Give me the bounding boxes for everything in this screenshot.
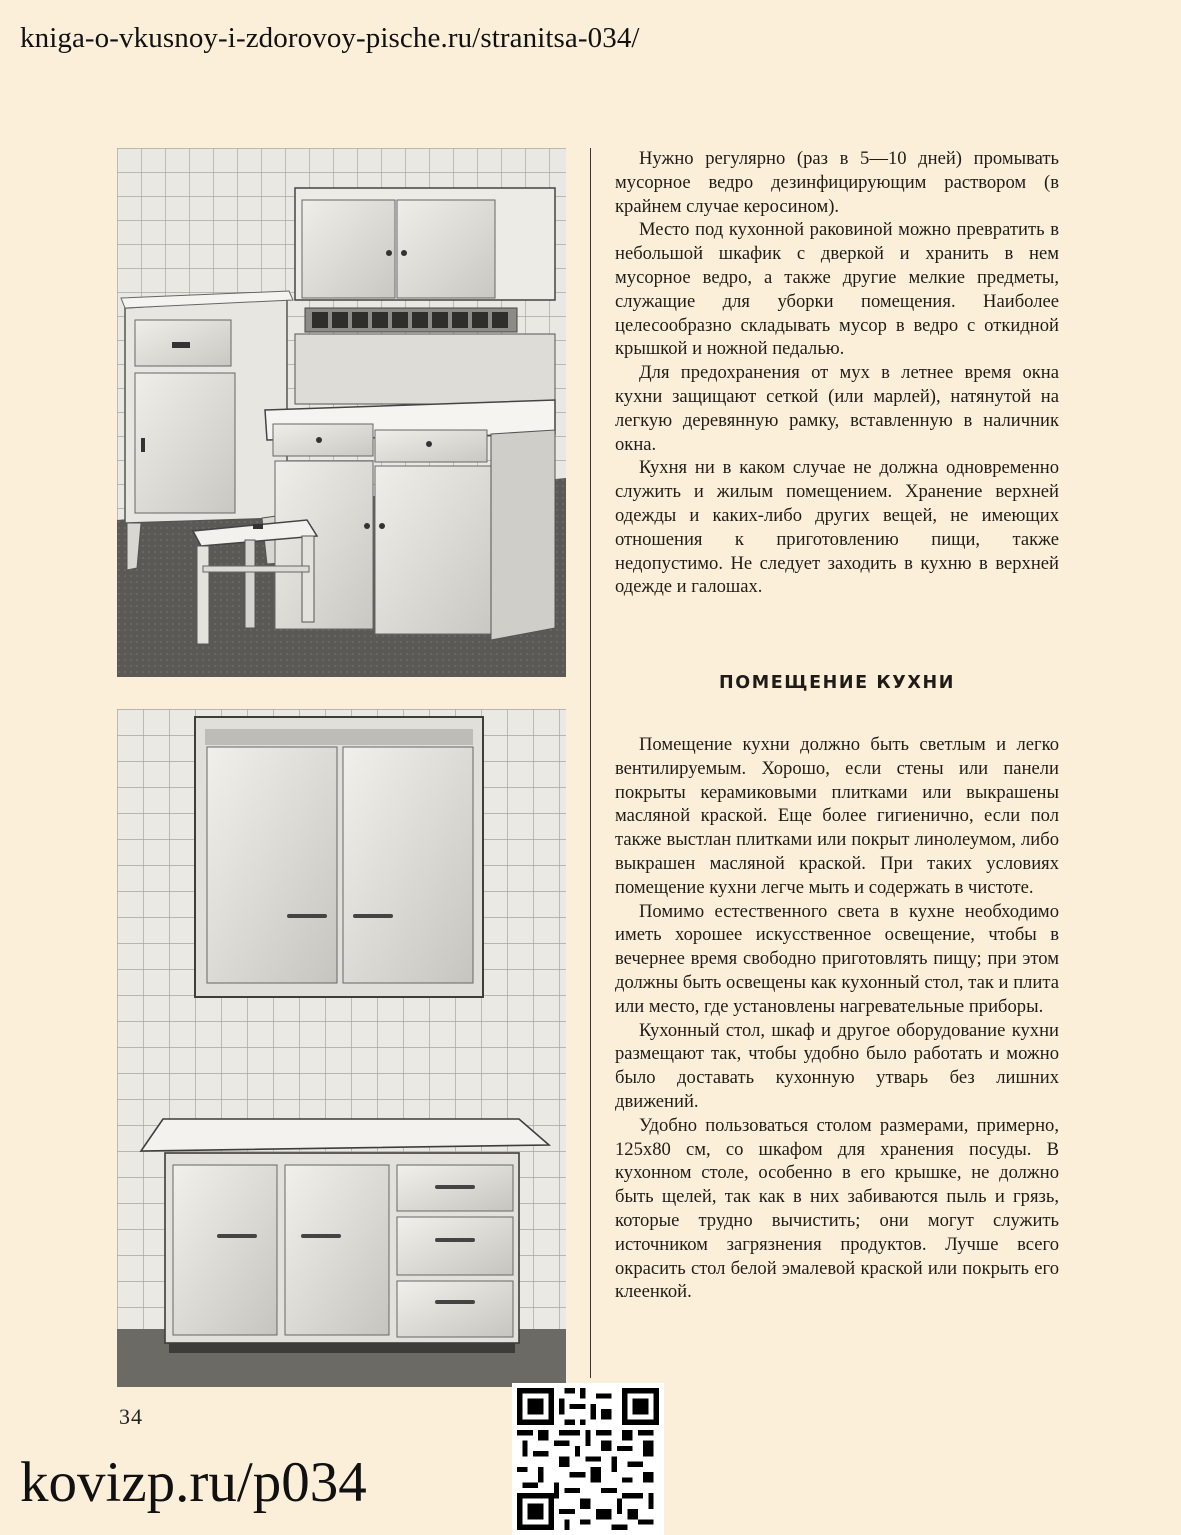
page-url[interactable]: kniga-o-vkusnoy-i-zdorovoy-pische.ru/stranitsa-034/ <box>20 22 640 54</box>
paragraph: Помещение кухни должно быть светлым и легко вентилируемым. Хорошо, если стены или панели покрыты керамиковыми плитками или выкрашены масляной краской. Еще более гигиенично, если пол также выстлан плитками или покрыт линолеумом, либо выкрашен масляной краской. При таких условиях помещение кухни легче мыть и содержать в чистоте. <box>615 734 1059 898</box>
column-divider <box>590 148 591 1378</box>
paragraph: Место под кухонной раковиной можно превратить в небольшой шкафик с дверкой и хранить в нем мусорное ведро, а также другие мелкие предметы, служащие для уборки помещения. Наиболее целесообразно складывать мусор в ведро с откидной крышкой и ножной педалью. <box>615 219 1059 360</box>
kitchen-cabinets-photo <box>117 148 566 677</box>
qr-code-graphic <box>512 1383 664 1535</box>
wall-cabinet-and-table-photo <box>117 709 566 1387</box>
kitchen-cabinets-illustration <box>117 148 566 677</box>
wall-cabinet-and-table-illustration <box>117 709 566 1387</box>
text-column-bottom <box>615 733 1059 1304</box>
paragraph: Для предохранения от мух в летнее время окна кухни защищают сеткой (или марлей), натянутой на легкую деревянную рамку, вставленную в наличник окна. <box>615 362 1059 455</box>
qr-code-icon[interactable] <box>512 1383 664 1535</box>
paragraph: Кухонный стол, шкаф и другое оборудование кухни размещают так, чтобы удобно было работать и можно было доставать кухонную утварь без лишних движений. <box>615 1019 1059 1112</box>
page-number: 34 <box>119 1404 143 1429</box>
paragraph: Кухня ни в каком случае не должна одновременно служить и жилым помещением. Хранение верхней одежды и каких-либо других вещей, не имеющих отношения к приготовлению пищи, также недопустимо. Не следует заходить в кухню в верхней одежде и галошах. <box>615 457 1059 598</box>
text-column-top <box>615 147 1059 599</box>
paragraph: Помимо естественного света в кухне необходимо иметь хорошее искусственное освещение, чтобы в вечернее время свободно приготовлять пищу; при этом должны быть освещены как кухонный стол, так и плита или место, где установлены нагревательные приборы. <box>615 900 1059 1017</box>
paragraph: Нужно регулярно (раз в 5—10 дней) промывать мусорное ведро дезинфицирующим раствором (в крайнем случае керосином). <box>615 148 1059 217</box>
short-url[interactable]: kovizp.ru/p034 <box>20 1451 367 1514</box>
paragraph: Удобно пользоваться столом размерами, примерно, 125x80 см, со шкафом для хранения посуды. В кухонном столе, особенно в его крышке, не должно быть щелей, так как в них забиваются пыль и грязь, которые трудно вычистить; они могут служить источником загрязнения продуктов. Лучше всего окрасить стол белой эмалевой краской или покрыть его клеенкой. <box>615 1114 1059 1303</box>
section-heading: ПОМЕЩЕНИЕ КУХНИ <box>719 673 955 693</box>
